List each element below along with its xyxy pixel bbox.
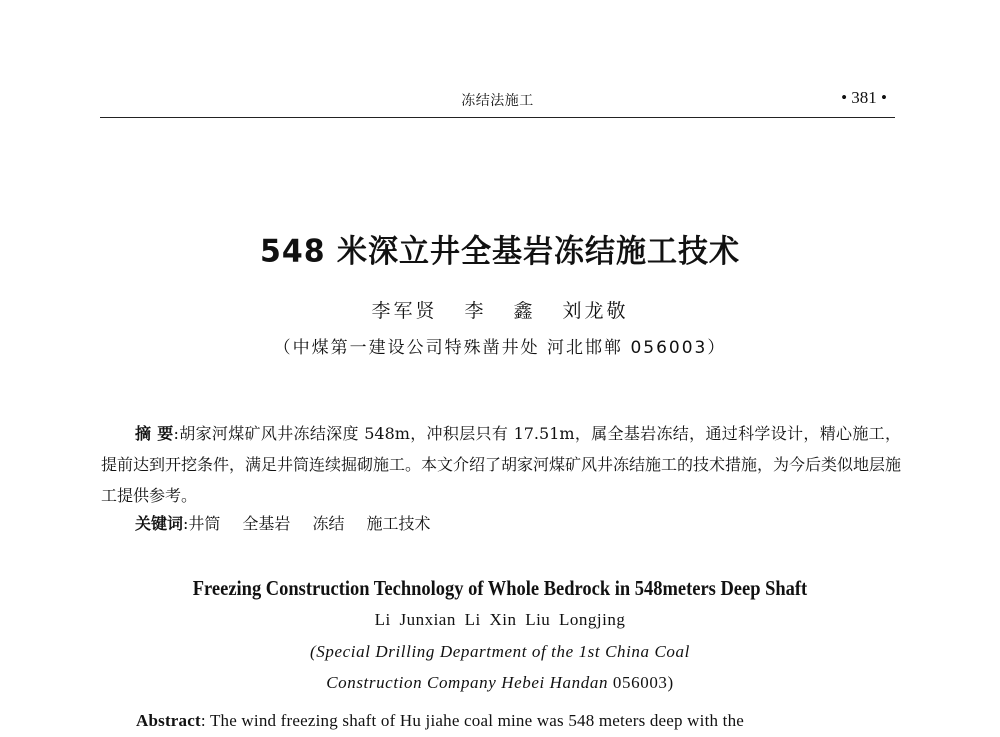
abstract-en (136, 711, 906, 731)
paper-title-en: Freezing Construction Technology of Whole Bedrock in 548meters Deep Shaft (192, 576, 808, 600)
affiliation-en-line2-code: 056003) (612, 673, 674, 692)
affiliation-en-line2 (0, 673, 1000, 693)
keyword-item: 冻结 (312, 514, 345, 533)
authors-cn: 李军贤 李 鑫 刘龙敬 (371, 300, 629, 322)
affiliation-en-line2-italic: Construction Company Hebei Handan (326, 673, 609, 692)
header-rule (100, 117, 895, 118)
paper-title-cn: 548 米深立井全基岩冻结施工技术 (259, 233, 741, 271)
page-number: • 381 • (841, 88, 887, 107)
abstract-en-label: Abstract (136, 711, 201, 730)
abstract-cn-label: 摘 要 (135, 424, 174, 443)
running-header (100, 88, 895, 112)
keywords-cn-label: 关键词 (135, 514, 184, 533)
keywords-cn (135, 512, 895, 536)
abstract-cn-text: :胡家河煤矿风井冻结深度 548m，冲积层只有 17.51m，属全基岩冻结，通过科学设计，精心施工，提前达到开挖条件，满足井筒连续掘砌施工。本文介绍了胡家河煤矿风井冻结施工的技术措施，为今后类似地层施工提供参考。 (101, 424, 902, 505)
keyword-item: 全基岩 (242, 514, 291, 533)
affiliation-en-line1: (Special Drilling Department of the 1st China Coal (310, 642, 690, 661)
keyword-item: :井筒 (183, 514, 221, 533)
affiliation-cn: （中煤第一建设公司特殊凿井处 河北邯郸 056003） (273, 338, 727, 358)
abstract-cn (101, 418, 901, 511)
keyword-item: 施工技术 (366, 514, 431, 533)
running-title: 冻结法施工 (461, 93, 534, 109)
authors-en: Li Junxian Li Xin Liu Longjing (374, 610, 626, 629)
abstract-en-text: : The wind freezing shaft of Hu jiahe coal mine was 548 meters deep with the (200, 711, 745, 730)
